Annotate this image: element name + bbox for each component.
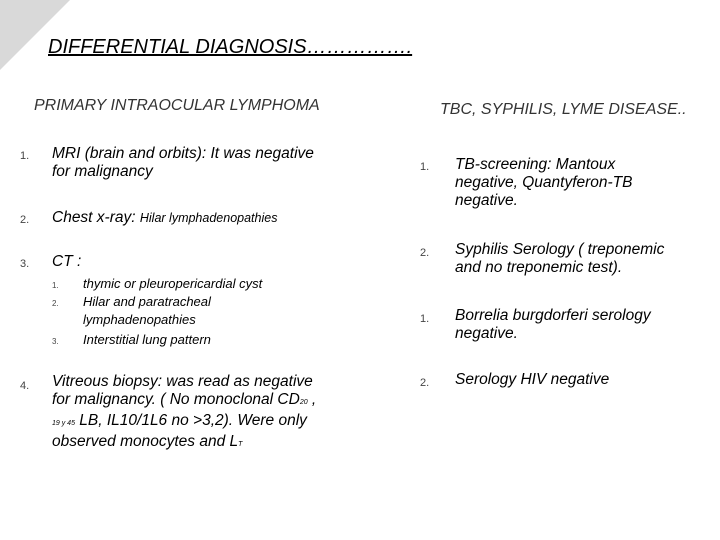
corner-decoration: [0, 0, 70, 70]
right-item-line: negative.: [455, 192, 518, 209]
left-item-text: [52, 373, 316, 454]
left-item-number: 2.: [20, 214, 30, 226]
right-item-line: Syphilis Serology ( treponemic: [455, 241, 665, 258]
sub-item-text: Interstitial lung pattern: [83, 332, 211, 347]
sub-item-number: 1.: [52, 281, 59, 290]
right-heading: TBC, SYPHILIS, LYME DISEASE..: [440, 101, 687, 118]
sub-item-number: 2.: [52, 299, 59, 308]
item-detail: Hilar lymphadenopathies: [139, 211, 278, 225]
right-item-text: [455, 307, 651, 343]
left-item-text: [52, 209, 277, 227]
left-item-number: 4.: [20, 380, 30, 392]
right-item-line: negative, Quantyferon-TB: [455, 174, 633, 191]
sub-item-number: 3.: [52, 337, 59, 346]
left-item-text: [52, 145, 314, 181]
left-item-line: Vitreous biopsy: was read as negative: [52, 373, 313, 390]
left-item-line: 19 y 45 LB, IL10/1L6 no >3,2). Were only: [52, 412, 307, 429]
right-item-text: [455, 241, 664, 277]
item-label: Chest x-ray:: [52, 209, 136, 226]
right-item-number: 2.: [420, 377, 430, 389]
left-item-number: 1.: [20, 150, 30, 162]
left-item-line: observed monocytes and LT: [52, 433, 243, 450]
left-item-number: 3.: [20, 258, 30, 270]
left-item-label: CT :: [52, 253, 82, 270]
right-item-number: 2.: [420, 247, 430, 259]
sub-item-text: thymic or pleuropericardial cyst: [83, 276, 263, 291]
left-item-line: for malignancy: [52, 163, 153, 180]
right-item-number: 1.: [420, 313, 430, 325]
sub-item-line: Hilar and paratracheal: [83, 294, 211, 309]
page-title: DIFFERENTIAL DIAGNOSIS…………….: [48, 36, 413, 58]
sub-item-text: [83, 293, 211, 329]
right-item-line: and no treponemic test).: [455, 259, 623, 276]
sub-item-line: lymphadenopathies: [83, 312, 196, 327]
left-heading: PRIMARY INTRAOCULAR LYMPHOMA: [34, 97, 320, 114]
right-item-line: negative.: [455, 325, 518, 342]
left-item-line: MRI (brain and orbits): It was negative: [52, 145, 314, 162]
right-item-line: TB-screening: Mantoux: [455, 156, 616, 173]
right-item-text: [455, 156, 633, 210]
right-item-number: 1.: [420, 161, 430, 173]
right-item-text: Serology HIV negative: [455, 371, 610, 388]
right-item-line: Borrelia burgdorferi serology: [455, 307, 651, 324]
left-item-line: for malignancy. ( No monoclonal CD20 ,: [52, 391, 317, 408]
